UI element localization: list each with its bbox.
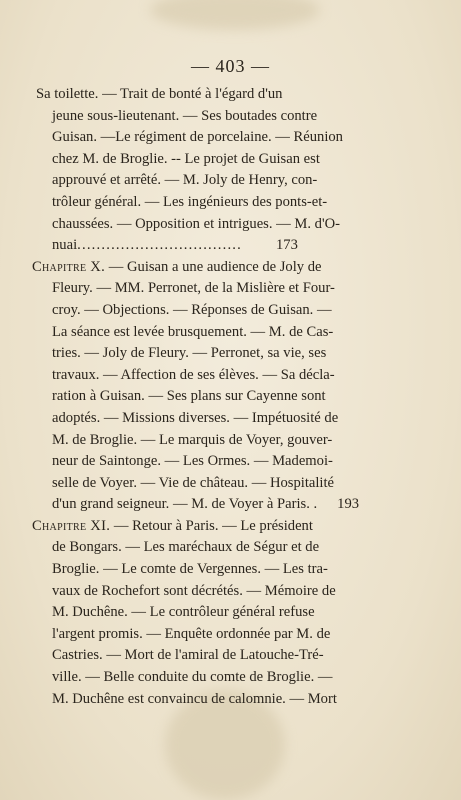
toc-line: Sa toilette. — Trait de bonté à l'égard d'un <box>36 86 283 102</box>
toc-line: chez M. de Broglie. -- Le projet de Guisan est <box>52 150 320 167</box>
toc-line: Broglie. — Le comte de Vergennes. — Les tra- <box>52 561 328 578</box>
toc-line: Castries. — Mort de l'amiral de Latouche-Tré- <box>52 647 324 664</box>
toc-page-number: 193 <box>337 496 360 513</box>
table-of-contents <box>32 84 408 710</box>
toc-line: ville. — Belle conduite du comte de Broglie. — <box>52 669 333 686</box>
toc-line: adoptés. — Missions diverses. — Impétuosité de <box>52 409 339 426</box>
toc-line-last <box>36 235 408 257</box>
toc-line: de Bongars. — Les maréchaux de Ségur et de <box>52 539 320 556</box>
toc-line-text: d'un grand seigneur. — M. de Voyer à Paris. . <box>52 496 318 513</box>
page-number-header: — 403 — <box>191 56 270 76</box>
dot-leader: .................................. <box>77 237 242 254</box>
toc-line: l'argent promis. — Enquête ordonnée par M. de <box>52 625 331 642</box>
toc-line: vaux de Rochefort sont décrétés. — Mémoire de <box>52 582 336 599</box>
toc-entry-continuation <box>36 84 408 257</box>
toc-line: selle de Voyer. — Vie de château. — Hospitalité <box>52 474 335 491</box>
toc-line-last <box>36 494 408 516</box>
paper-stain-top <box>150 0 320 30</box>
toc-line: ration à Guisan. — Ses plans sur Cayenne sont <box>52 388 326 405</box>
toc-chapter-line <box>32 257 408 279</box>
toc-line: trôleur général. — Les ingénieurs des ponts-et- <box>52 193 328 210</box>
toc-chapter-line <box>32 516 408 538</box>
toc-line: travaux. — Affection de ses élèves. — Sa décla- <box>52 366 335 383</box>
toc-line-text: nuai <box>52 237 78 254</box>
toc-page-number: 173 <box>276 237 298 254</box>
toc-entry-chapter-x <box>32 257 408 516</box>
toc-line: Guisan. —Le régiment de porcelaine. — Réunion <box>52 129 343 146</box>
toc-line: Fleury. — MM. Perronet, de la Mislière et Four- <box>52 280 335 297</box>
toc-line: neur de Saintonge. — Les Ormes. — Mademoi- <box>52 453 333 470</box>
toc-line: tries. — Joly de Fleury. — Perronet, sa vie, ses <box>52 345 327 362</box>
toc-line-text: — Guisan a une audience de Joly de <box>105 258 322 275</box>
toc-line-text: — Retour à Paris. — Le président <box>110 517 313 534</box>
toc-entry-chapter-xi <box>32 516 408 710</box>
toc-line: jeune sous-lieutenant. — Ses boutades contre <box>52 107 318 124</box>
chapter-heading: Chapitre XI. <box>32 517 111 534</box>
toc-line: M. de Broglie. — Le marquis de Voyer, gouver- <box>52 431 333 448</box>
chapter-heading: Chapitre X. <box>32 258 106 275</box>
toc-line: M. Duchêne est convaincu de calomnie. — Mort <box>52 690 337 707</box>
toc-line: La séance est levée brusquement. — M. de Cas- <box>52 323 334 340</box>
toc-line: approuvé et arrêté. — M. Joly de Henry, con- <box>52 172 318 189</box>
toc-line: croy. — Objections. — Réponses de Guisan. — <box>52 301 332 318</box>
toc-line: M. Duchêne. — Le contrôleur général refuse <box>52 604 315 621</box>
toc-line: chaussées. — Opposition et intrigues. — M. d'O- <box>52 215 340 232</box>
